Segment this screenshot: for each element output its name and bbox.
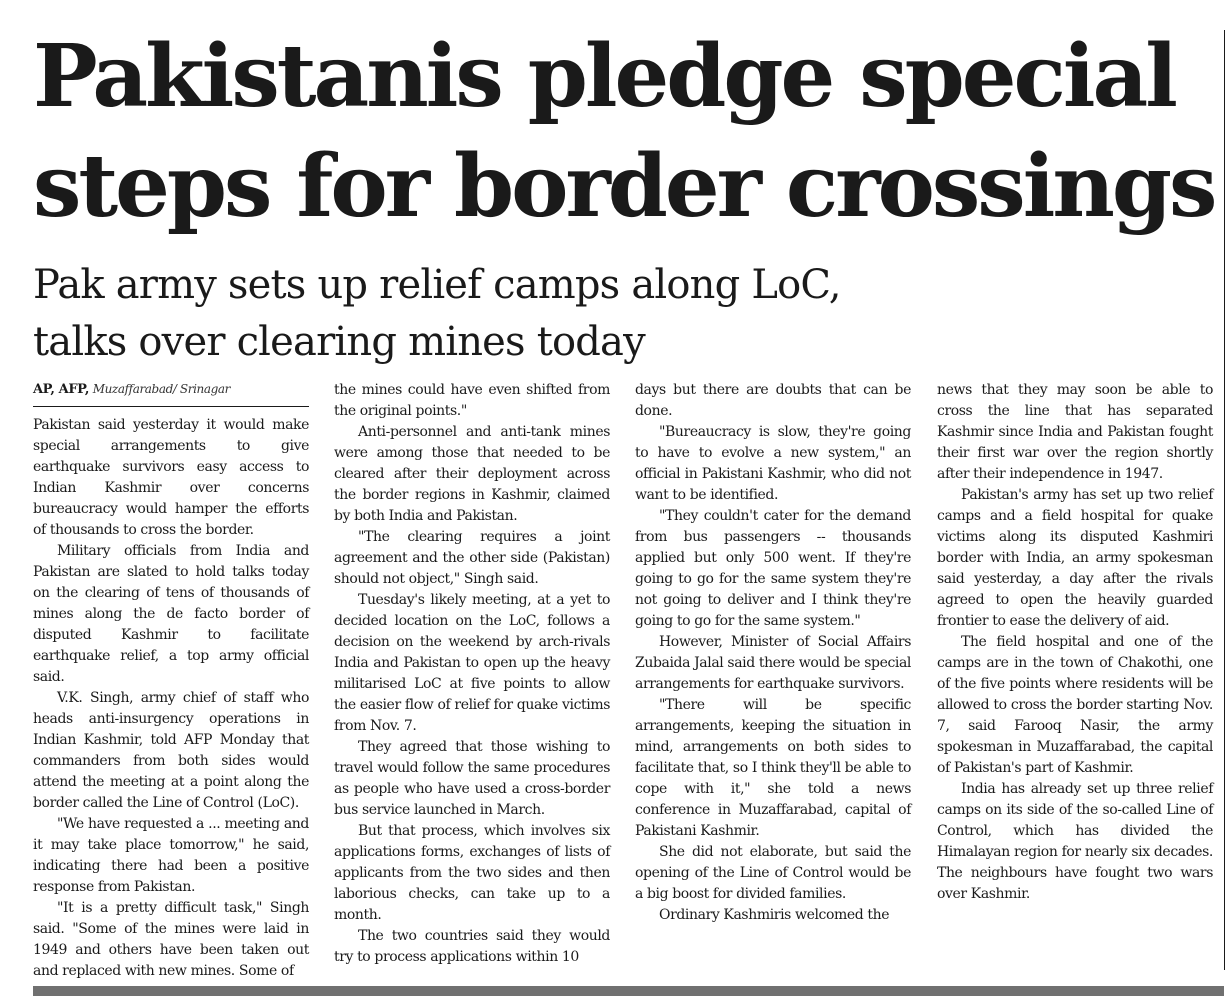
paragraph: "There will be specific arrangements, keeping the situation in mind, arrangements on both sides to facilitate that, so I think they'll be able to cope with it," she told a news conference in Muzaffarabad, capital of Pakistani Kashmir. bbox=[635, 697, 911, 839]
paragraph: They agreed that those wishing to travel would follow the same procedures as people who have used a cross-border bus service launched in March. bbox=[334, 739, 610, 818]
article-column-3 bbox=[635, 380, 911, 926]
paragraph: The field hospital and one of the camps are in the town of Chakothi, one of the five points where residents will be allowed to cross the border starting Nov. 7, said Farooq Nasir, the army spokesman in Muzaffarabad, the capital of Pakistan's part of Kashmir. bbox=[937, 634, 1213, 776]
paragraph: Ordinary Kashmiris welcomed the bbox=[659, 907, 890, 923]
paragraph: "They couldn't cater for the demand from bus passengers -- thousands applied but only 500 went. If they're going to go for the same system they're not going to deliver and I think they're going to go for the same system." bbox=[635, 508, 911, 629]
column-rule bbox=[1224, 30, 1225, 970]
subheadline: Pak army sets up relief camps along LoC, talks over clearing mines today bbox=[33, 262, 841, 365]
paragraph: "It is a pretty difficult task," Singh said. "Some of the mines were laid in 1949 and others have been taken out and replaced with new mines. Some of bbox=[33, 900, 309, 979]
paragraph: Military officials from India and Pakistan are slated to hold talks today on the clearing of tens of thousands of mines along the de facto border of disputed Kashmir to facilitate earthquake relief, a top army official said. bbox=[33, 543, 309, 685]
byline-agencies: AP, AFP, bbox=[33, 382, 89, 397]
byline bbox=[33, 380, 309, 407]
paragraph: "Bureaucracy is slow, they're going to have to evolve a new system," an official in Pakistani Kashmir, who did not want to be identified. bbox=[635, 424, 911, 503]
headline: Pakistanis pledge special steps for border crossings bbox=[33, 26, 1215, 237]
paragraph: news that they may soon be able to cross the line that has separated Kashmir since India and Pakistan fought their first war over the region shortly after their independence in 1947. bbox=[937, 382, 1213, 482]
paragraph: V.K. Singh, army chief of staff who heads anti-insurgency operations in Indian Kashmir, told AFP Monday that commanders from both sides would attend the meeting at a point along the border called the Line of Control (LoC). bbox=[33, 690, 309, 811]
paragraph: But that process, which involves six applications forms, exchanges of lists of applicants from the two sides and then laborious checks, can take up to a month. bbox=[334, 823, 610, 923]
article-column-2 bbox=[334, 380, 610, 968]
paragraph: However, Minister of Social Affairs Zubaida Jalal said there would be special arrangements for earthquake survivors. bbox=[635, 634, 911, 692]
paragraph: Tuesday's likely meeting, at a yet to decided location on the LoC, follows a decision on the weekend by arch-rivals India and Pakistan to open up the heavy militarised LoC at five points to allow the easier flow of relief for quake victims from Nov. 7. bbox=[334, 592, 610, 734]
footer-rule bbox=[33, 986, 1224, 996]
article-column-4 bbox=[937, 380, 1213, 905]
paragraph: days but there are doubts that can be done. bbox=[635, 382, 911, 419]
paragraph: the mines could have even shifted from the original points." bbox=[334, 382, 610, 419]
paragraph: India has already set up three relief camps on its side of the so-called Line of Control, which has divided the Himalayan region for nearly six decades. The neighbours have fought two wars over Kashmir. bbox=[937, 781, 1213, 902]
paragraph: Pakistan said yesterday it would make special arrangements to give earthquake survivors easy access to Indian Kashmir over concerns bureaucracy would hamper the efforts of thousands to cross the border. bbox=[33, 417, 309, 538]
paragraph: Anti-personnel and anti-tank mines were among those that needed to be cleared after their deployment across the border regions in Kashmir, claimed by both India and Pakistan. bbox=[334, 424, 610, 524]
article-column-1 bbox=[33, 380, 309, 982]
paragraph: "We have requested a ... meeting and it may take place tomorrow," he said, indicating there had been a positive response from Pakistan. bbox=[33, 816, 309, 895]
byline-dateline: Muzaffarabad/ Srinagar bbox=[92, 382, 230, 396]
paragraph: She did not elaborate, but said the opening of the Line of Control would be a big boost for divided families. bbox=[635, 844, 911, 902]
paragraph: "The clearing requires a joint agreement and the other side (Pakistan) should not object," Singh said. bbox=[334, 529, 610, 587]
paragraph: The two countries said they would try to process applications within 10 bbox=[334, 928, 610, 965]
paragraph: Pakistan's army has set up two relief camps and a field hospital for quake victims along its disputed Kashmiri border with India, an army spokesman said yesterday, a day after the rivals agreed to open the heavily guarded frontier to ease the delivery of aid. bbox=[937, 487, 1213, 629]
